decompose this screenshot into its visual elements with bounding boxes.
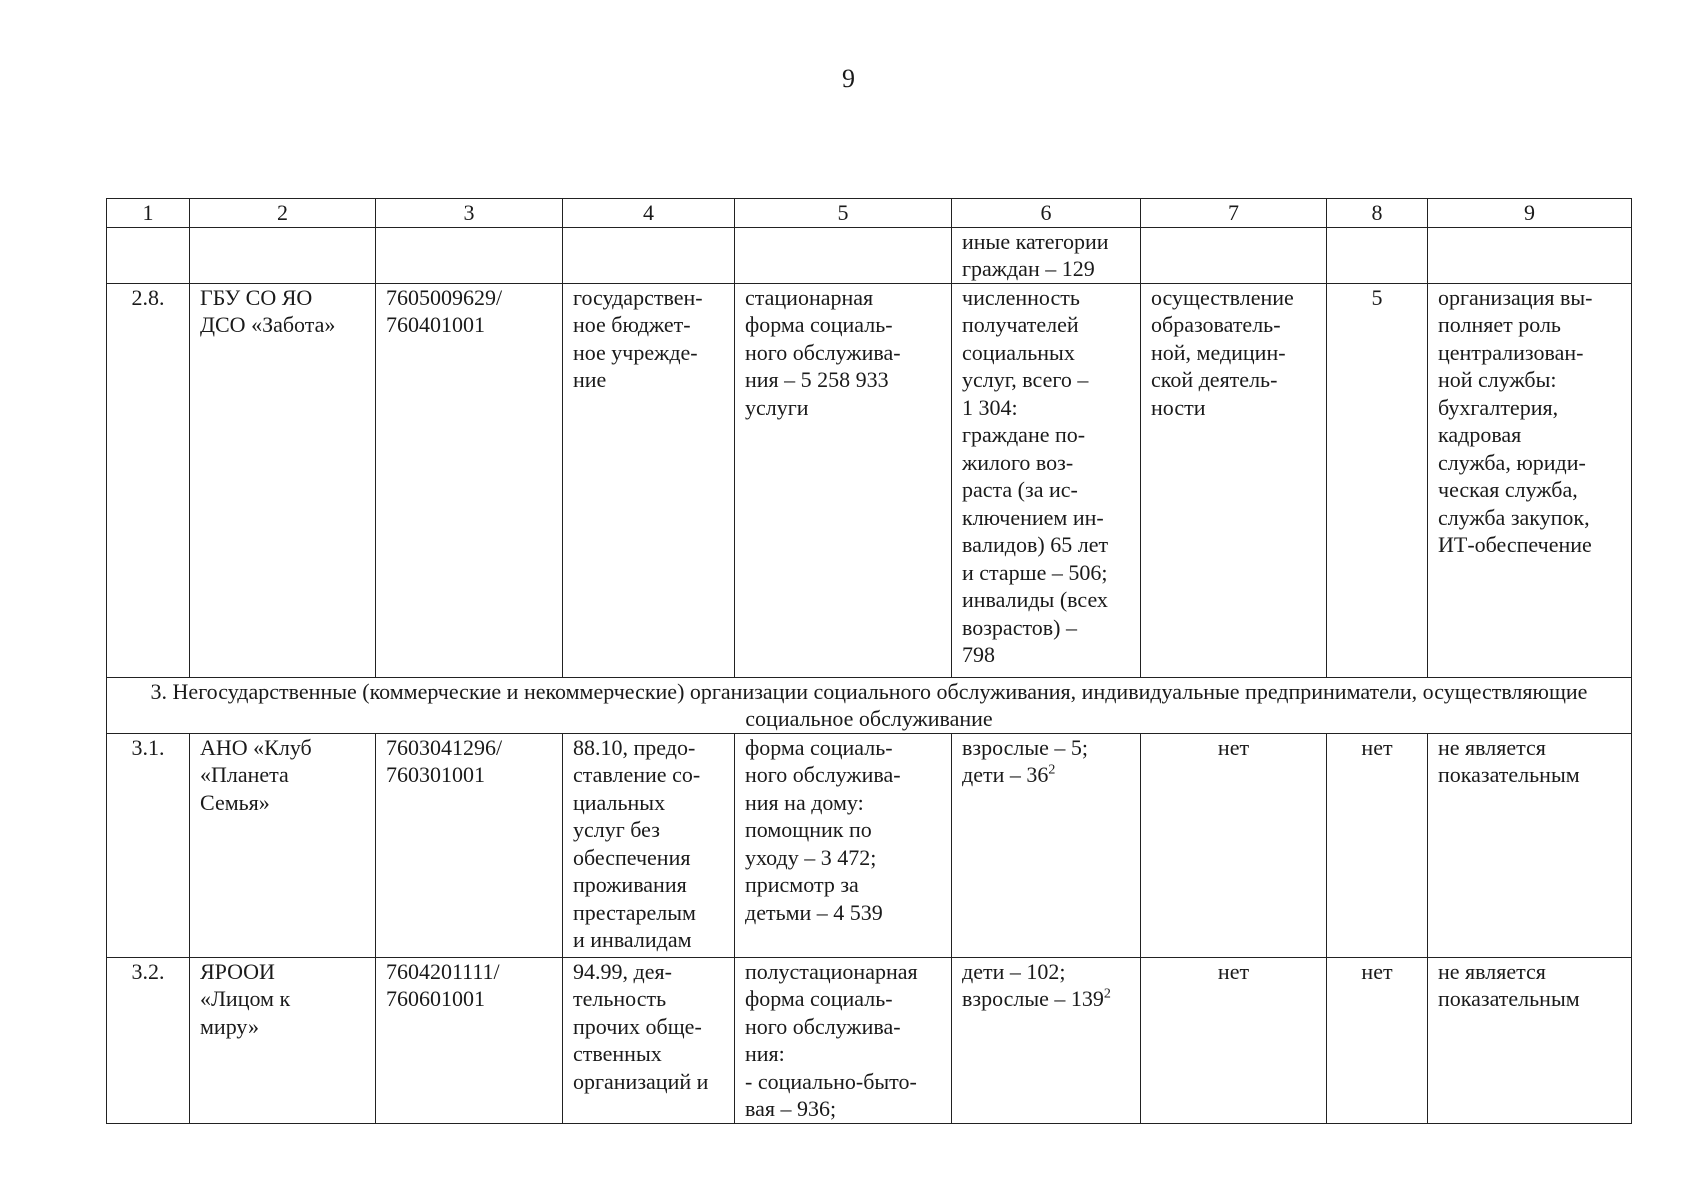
- table-cell: [1327, 227, 1428, 283]
- organization-name: АНО «Клуб «Планета Семья»: [190, 733, 376, 957]
- table-cell: [563, 227, 735, 283]
- notes: организация вы- полняет роль централизован- ной службы: бухгалтерия, кадровая служба, юриди- ческая служба, служба закупок, ИТ-обеспечение: [1428, 283, 1632, 677]
- header-cell: 7: [1141, 199, 1327, 228]
- header-cell: 1: [107, 199, 190, 228]
- row-number: 3.1.: [107, 733, 190, 957]
- organizations-table: [106, 198, 1632, 1124]
- organization-form: 94.99, дея- тельность прочих обще- ственных организаций и: [563, 957, 735, 1123]
- page-number: 9: [842, 64, 855, 93]
- notes: не является показательным: [1428, 957, 1632, 1123]
- row-number: 3.2.: [107, 957, 190, 1123]
- services-volume: полустационарная форма социаль- ного обслужива- ния: - социально-быто- вая – 936;: [735, 957, 952, 1123]
- inn-kpp: 7604201111/ 760601001: [376, 957, 563, 1123]
- notes: не является показательным: [1428, 733, 1632, 957]
- section-3-row: [107, 677, 1632, 733]
- recipients-line: дети – 36: [962, 762, 1049, 787]
- table-row-2-8: [107, 283, 1632, 677]
- header-cell: 6: [952, 199, 1141, 228]
- recipients-count: [952, 733, 1141, 957]
- inn-kpp: 7603041296/ 760301001: [376, 733, 563, 957]
- section-3-title: 3. Негосударственные (коммерческие и некоммерческие) организации социального обслуживания, индивидуальные предприниматели, осуществляющие социальное обслуживание: [107, 677, 1632, 733]
- services-volume: стационарная форма социаль- ного обслужива- ния – 5 258 933 услуги: [735, 283, 952, 677]
- organization-form: государствен- ное бюджет- ное учрежде- ние: [563, 283, 735, 677]
- col-8-value: 5: [1327, 283, 1428, 677]
- recipients-line: взрослые – 5;: [962, 734, 1089, 760]
- header-cell: 2: [190, 199, 376, 228]
- header-cell: 3: [376, 199, 563, 228]
- table-row-3-2: [107, 957, 1632, 1123]
- other-activity: осуществление образователь- ной, медицин- ской деятель- ности: [1141, 283, 1327, 677]
- organization-name: ГБУ СО ЯО ДСО «Забота»: [190, 283, 376, 677]
- col-8-value: нет: [1327, 733, 1428, 957]
- recipients-count: численность получателей социальных услуг, всего – 1 304: граждане по- жилого воз- раста (за ис- ключением ин- валидов) 65 лет и старше – 506; инвалиды (всех возрастов) – 798: [952, 283, 1141, 677]
- services-volume: форма социаль- ного обслужива- ния на дому: помощник по уходу – 3 472; присмотр за детьми – 4 539: [735, 733, 952, 957]
- table-cell: [735, 227, 952, 283]
- recipients-count: [952, 957, 1141, 1123]
- other-activity: нет: [1141, 957, 1327, 1123]
- other-activity: нет: [1141, 733, 1327, 957]
- table-cell: [107, 227, 190, 283]
- footnote-mark: 2: [1103, 986, 1111, 1002]
- inn-kpp: 7605009629/ 760401001: [376, 283, 563, 677]
- recipients-line: дети – 102;: [962, 958, 1066, 984]
- footnote-mark: 2: [1048, 762, 1056, 778]
- col-8-value: нет: [1327, 957, 1428, 1123]
- organization-name: ЯРООИ «Лицом к миру»: [190, 957, 376, 1123]
- header-cell: 5: [735, 199, 952, 228]
- recipients-line: взрослые – 139: [962, 986, 1104, 1011]
- table-cell: иные категории граждан – 129: [952, 227, 1141, 283]
- table-header-row: [107, 199, 1632, 228]
- table-cell: [1428, 227, 1632, 283]
- table-cell: [376, 227, 563, 283]
- table-row-3-1: [107, 733, 1632, 957]
- table-cell: [190, 227, 376, 283]
- header-cell: 9: [1428, 199, 1632, 228]
- header-cell: 8: [1327, 199, 1428, 228]
- row-number: 2.8.: [107, 283, 190, 677]
- header-cell: 4: [563, 199, 735, 228]
- table-row-continuation: [107, 227, 1632, 283]
- table-cell: [1141, 227, 1327, 283]
- organization-form: 88.10, предо- ставление со- циальных услуг без обеспечения проживания престарелым и инвалидам: [563, 733, 735, 957]
